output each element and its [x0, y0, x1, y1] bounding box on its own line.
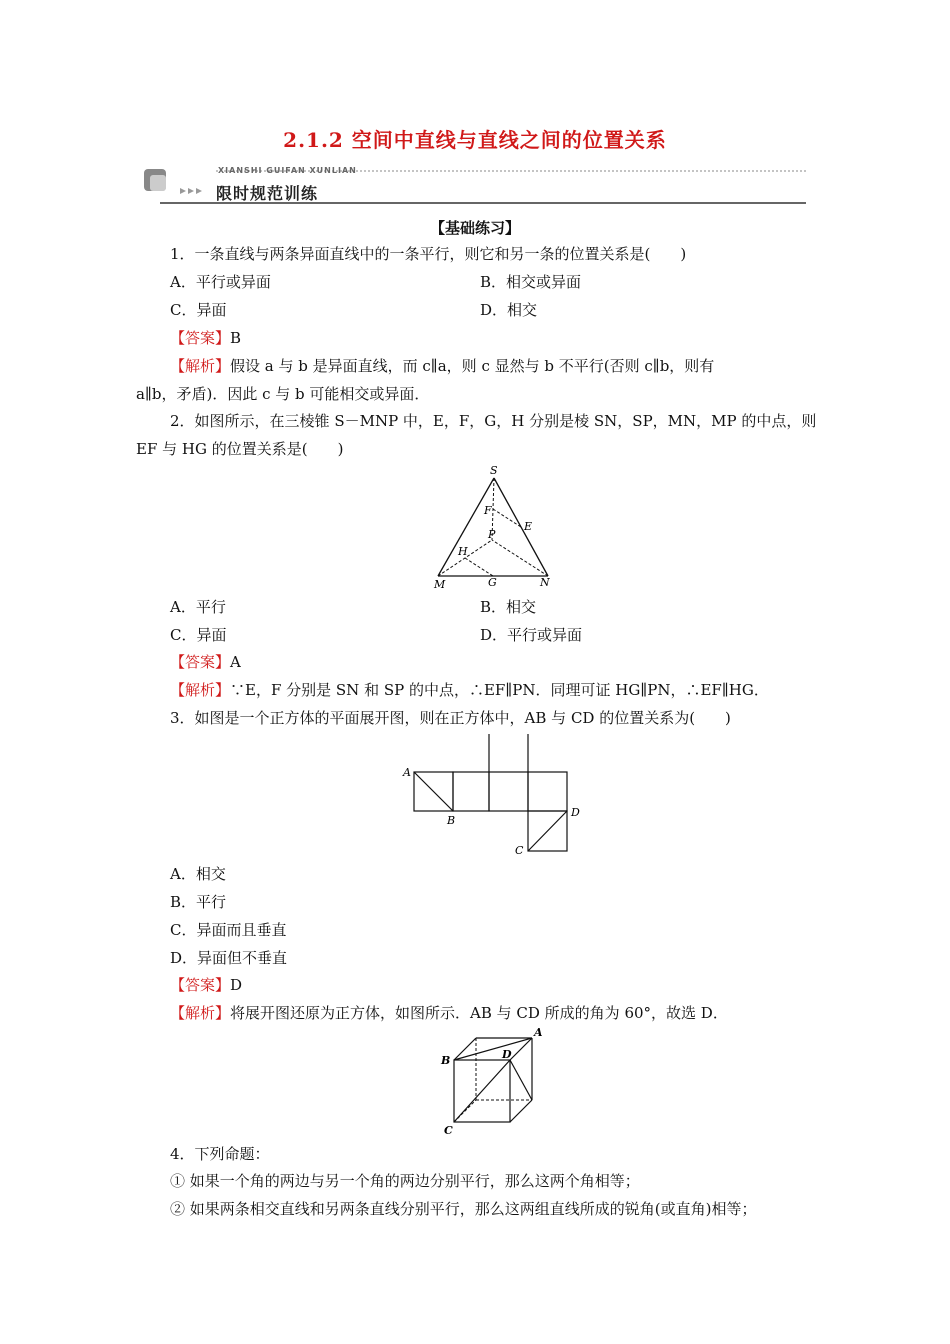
- net-label: D: [571, 806, 580, 819]
- pyramid-label: F: [484, 504, 492, 517]
- q4-item-2: ② 如果两条相交直线和另两条直线分别平行，那么这两组直线所成的锐角(或直角)相等；: [170, 1200, 757, 1218]
- answer-tag: 【答案】: [170, 329, 231, 347]
- banner-decoration-icon: [144, 169, 202, 194]
- q1-answer-value: B: [230, 329, 242, 347]
- page-title: 2.1.2 空间中直线与直线之间的位置关系: [283, 128, 667, 152]
- pyramid-label: S: [490, 464, 498, 477]
- q3-analysis-text: 将展开图还原为正方体，如图所示．AB 与 CD 所成的角为 60°，故选 D．: [230, 1004, 728, 1022]
- q3-stem: 3．如图是一个正方体的平面展开图，则在正方体中，AB 与 CD 的位置关系为( ): [170, 709, 731, 727]
- q4-item-1: ① 如果一个角的两边与另一个角的两边分别平行，那么这两个角相等；: [170, 1172, 640, 1190]
- cube-label: C: [444, 1124, 453, 1136]
- q3-option-d: D．异面但不垂直: [170, 949, 288, 967]
- net-label: C: [515, 844, 524, 857]
- pyramid-label: E: [524, 520, 533, 533]
- q2-analysis-text: ∵E，F 分别是 SN 和 SP 的中点，∴EF∥PN．同理可证 HG∥PN，∴EF∥HG．: [230, 681, 769, 699]
- q1-answer: [170, 327, 241, 348]
- net-label: A: [403, 766, 411, 779]
- q3-analysis: [170, 1002, 728, 1023]
- net-label: B: [447, 814, 456, 827]
- q1-option-a: A．平行或异面: [170, 273, 271, 291]
- q1-analysis: [170, 355, 714, 376]
- cube-figure: [432, 1024, 552, 1136]
- pyramid-label: M: [434, 578, 446, 590]
- pyramid-label: N: [540, 576, 550, 589]
- cube-label: A: [534, 1026, 543, 1039]
- banner-subtitle: XIANSHI GUIFAN XUNLIAN: [218, 166, 357, 175]
- analysis-tag: 【解析】: [170, 357, 231, 375]
- q4-stem: 4．下列命题：: [170, 1145, 270, 1163]
- q2-option-c: C．异面: [170, 626, 227, 644]
- cube-label: B: [441, 1054, 451, 1067]
- q1-stem: 1．一条直线与两条异面直线中的一条平行，则它和另一条的位置关系是( ): [170, 245, 687, 263]
- q1-option-d: D．相交: [480, 301, 538, 319]
- cube-label: D: [502, 1048, 512, 1061]
- q2-option-a: A．平行: [170, 598, 226, 616]
- q3-answer: [170, 974, 242, 995]
- q1-option-b: B．相交或异面: [480, 273, 582, 291]
- q1-analysis-text-2: a∥b，矛盾)．因此 c 与 b 可能相交或异面．: [136, 385, 430, 403]
- q1-analysis-text-1: 假设 a 与 b 是异面直线，而 c∥a，则 c 显然与 b 不平行(否则 c∥b，则有: [230, 357, 715, 375]
- answer-tag: 【答案】: [170, 976, 231, 994]
- answer-tag: 【答案】: [170, 653, 231, 671]
- q2-stem-1: 2．如图所示，在三棱锥 S－MNP 中，E，F，G，H 分别是棱 SN，SP，MN，MP 的中点，则: [170, 412, 817, 430]
- q2-option-b: B．相交: [480, 598, 537, 616]
- section-heading: 【基础练习】: [429, 219, 520, 237]
- q3-answer-value: D: [230, 976, 243, 994]
- q2-stem-2: EF 与 HG 的位置关系是( ): [136, 440, 344, 458]
- q2-answer: [170, 651, 241, 672]
- q3-option-c: C．异面而且垂直: [170, 921, 287, 939]
- cube-net-figure: [400, 734, 590, 858]
- q3-option-a: A．相交: [170, 865, 226, 883]
- analysis-tag: 【解析】: [170, 681, 231, 699]
- pyramid-label: G: [488, 576, 497, 589]
- pyramid-label: H: [458, 545, 468, 558]
- analysis-tag: 【解析】: [170, 1004, 231, 1022]
- q2-option-d: D．平行或异面: [480, 626, 583, 644]
- q2-answer-value: A: [230, 653, 241, 671]
- q1-option-c: C．异面: [170, 301, 227, 319]
- q3-option-b: B．平行: [170, 893, 227, 911]
- pyramid-label: P: [488, 528, 496, 541]
- q2-analysis: [170, 679, 769, 700]
- banner-label: 限时规范训练: [216, 184, 319, 203]
- pyramid-figure: [428, 462, 558, 590]
